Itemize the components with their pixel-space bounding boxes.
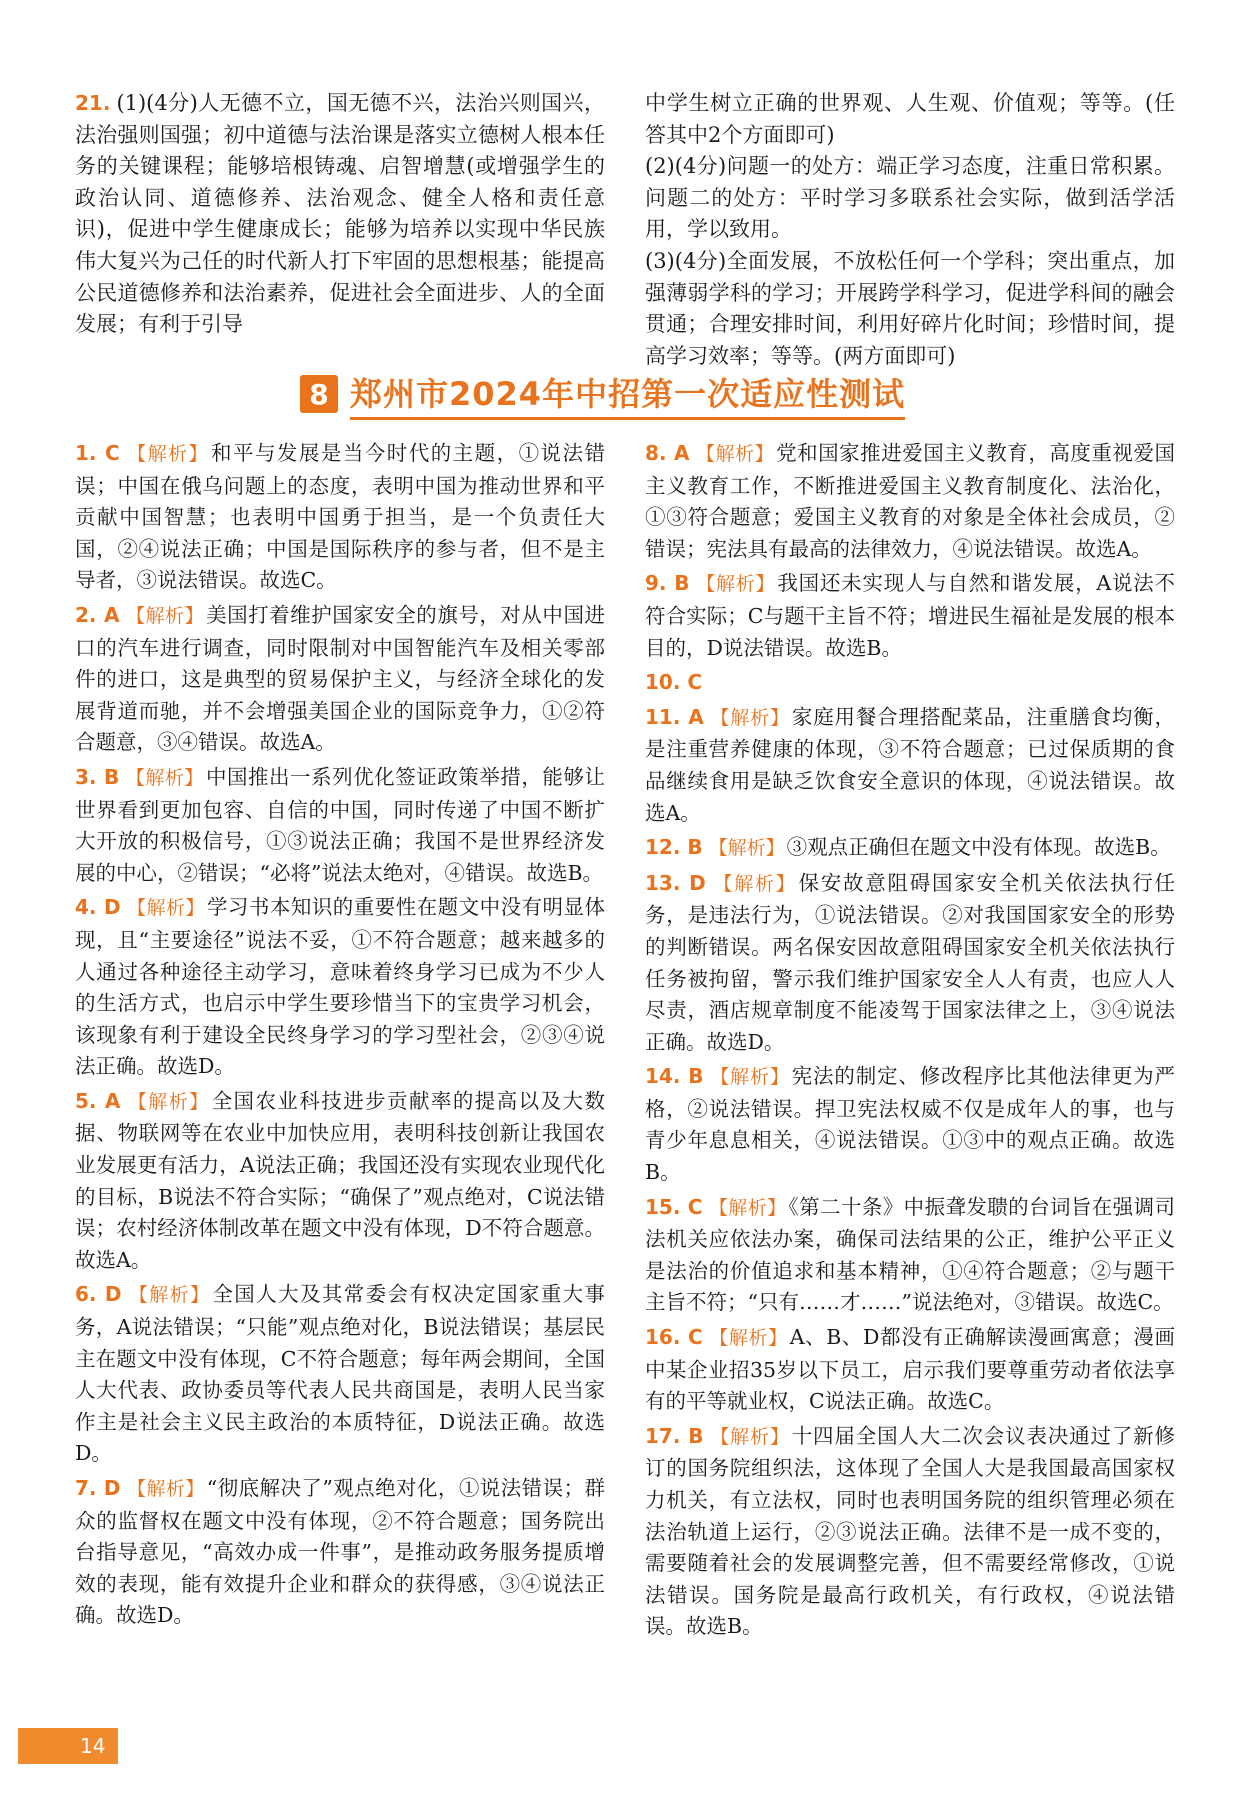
- analysis-tag: 【解析】: [709, 1066, 790, 1089]
- answer-text: 《第二十条》中振聋发聩的台词旨在强调司法机关应依法办案，确保司法结果的公正，维护公平正义是法治的价值追求和基本精神，①④符合题意；②与题干主旨不符；“只有……才……”说法绝对，③错误。故选C。: [645, 1194, 1175, 1315]
- analysis-tag: 【解析】: [708, 1196, 787, 1219]
- analysis-tag: 【解析】: [709, 1425, 790, 1448]
- answer-text: 全国人大及其常委会有权决定国家重大事务，A说法错误；“只能”观点绝对化，B说法错误；基层民主在题文中没有体现，C不符合题意；每年两会期间，全国人大代表、政协委员等代表人民共商国是，表明人民当家作主是社会主义民主政治的本质特征，D说法正确。故选D。: [75, 1282, 605, 1466]
- answer-item: [645, 1192, 1175, 1319]
- analysis-tag: 【解析】: [126, 897, 205, 920]
- answer-item: [645, 1061, 1175, 1188]
- q21-number: 21.: [75, 91, 111, 115]
- answer-text: 中国推出一系列优化签证政策举措，能够让世界看到更加包容、自信的中国，同时传递了中国不断扩大开放的积极信号，①③说法正确；我国不是世界经济发展的中心，②错误；“必将”说法太绝对，④错误。故选B。: [75, 764, 605, 885]
- q21-paragraph: [75, 88, 605, 341]
- answer-number: 13. D: [645, 870, 706, 895]
- answer-number: 12. B: [645, 835, 703, 860]
- analysis-tag: 【解析】: [708, 1327, 788, 1350]
- analysis-tag: 【解析】: [695, 573, 776, 596]
- analysis-tag: 【解析】: [695, 443, 775, 465]
- section-badge: 8: [300, 375, 338, 413]
- answer-number: 3. B: [75, 764, 120, 789]
- answer-number: 16. C: [645, 1325, 703, 1350]
- q21-right-line-1: 中学生树立正确的世界观、人生观、价值观；等等。(任答其中2个方面即可): [645, 91, 1175, 147]
- answer-text: 美国打着维护国家安全的旗号，对从中国进口的汽车进行调查，同时限制对中国智能汽车及相关零部件的进口，这是典型的贸易保护主义，与经济全球化的发展背道而驰，并不会增强美国企业的国际竞争力，①②符合题意，③④错误。故选A。: [75, 602, 605, 755]
- q21-right-line-2: (2)(4分)问题一的处方：端正学习态度，注重日常积累。问题二的处方：平时学习多联系社会实际，做到活学活用，学以致用。: [645, 154, 1175, 242]
- answer-text: 党和国家推进爱国主义教育，高度重视爱国主义教育工作，不断推进爱国主义教育制度化、法治化，①③符合题意；爱国主义教育的对象是全体社会成员，②错误；宪法具有最高的法律效力，④说法错误。故选A。: [645, 441, 1175, 561]
- answer-item: [75, 892, 605, 1083]
- answer-item: [645, 667, 1175, 699]
- answer-text: 十四届全国人大二次会议表决通过了新修订的国务院组织法，这体现了全国人大是我国最高国家权力机关，有立法权，同时也表明国务院的组织管理必须在法治轨道上运行，②③说法正确。法律不是一成不变的，需要随着社会的发展调整完善，但不需要经常修改，①说法错误。国务院是最高行政机关，有行政权，④说法错误。故选B。: [645, 1423, 1175, 1639]
- q21-left-column: [75, 88, 605, 341]
- answer-number: 10. C: [645, 670, 703, 695]
- analysis-tag: 【解析】: [125, 766, 204, 789]
- answer-text: 我国还未实现人与自然和谐发展，A说法不符合实际；C与题干主旨不符；增进民生福祉是发展的根本目的，D说法错误。故选B。: [645, 571, 1175, 660]
- section-title: 郑州市2024年中招第一次适应性测试: [350, 369, 905, 420]
- answer-item: [645, 438, 1175, 565]
- answer-number: 7. D: [75, 1476, 121, 1500]
- answer-item: [75, 762, 605, 889]
- answer-item: [75, 600, 605, 759]
- answer-item: [75, 1279, 605, 1470]
- analysis-tag: 【解析】: [126, 1090, 210, 1113]
- analysis-tag: 【解析】: [711, 872, 797, 895]
- answer-number: 4. D: [75, 895, 121, 920]
- answer-number: 17. B: [645, 1423, 704, 1448]
- answer-item: [75, 438, 605, 597]
- q21-right-column: [645, 88, 1175, 372]
- answer-number: 9. B: [645, 571, 690, 596]
- answer-item: [645, 1421, 1175, 1643]
- analysis-tag: 【解析】: [708, 837, 785, 860]
- answer-number: 6. D: [75, 1282, 122, 1307]
- answer-text: 家庭用餐合理搭配菜品，注重膳食均衡，是注重营养健康的体现，③不符合题意；已过保质期的食品继续食用是缺乏饮食安全意识的体现，④说法错误。故选A。: [645, 704, 1175, 825]
- answer-text: “彻底解决了”观点绝对化，①说法错误；群众的监督权在题文中没有体现，②不符合题意；国务院出台指导意见，“高效办成一件事”，是推动政务服务提质增效的表现，能有效提升企业和群众的获得感，③④说法正确。故选D。: [75, 1476, 605, 1628]
- answer-number: 1. C: [75, 441, 120, 465]
- answer-item: [645, 868, 1175, 1059]
- answer-text: ③观点正确但在题文中没有体现。故选B。: [786, 835, 1171, 860]
- analysis-tag: 【解析】: [127, 1284, 211, 1307]
- analysis-tag: 【解析】: [709, 706, 790, 729]
- analysis-tag: 【解析】: [126, 1478, 205, 1500]
- answer-item: [75, 1086, 605, 1277]
- answer-item: [75, 1473, 605, 1632]
- answer-number: 8. A: [645, 441, 690, 465]
- q21-right-line-3: (3)(4分)全面发展，不放松任何一个学科；突出重点，加强薄弱学科的学习；开展跨学科学习，促进学科间的融会贯通；合理安排时间，利用好碎片化时间；珍惜时间，提高学习效率；等等。(两方面即可): [645, 248, 1175, 368]
- answer-text: 学习书本知识的重要性在题文中没有明显体现，且“主要途径”说法不妥，①不符合题意；越来越多的人通过各种途径主动学习，意味着终身学习已成为不少人的生活方式，也启示中学生要珍惜当下的宝贵学习机会，该现象有利于建设全民终身学习的学习型社会，②③④说法正确。故选D。: [75, 895, 606, 1079]
- answer-text: 宪法的制定、修改程序比其他法律更为严格，②说法错误。捍卫宪法权威不仅是成年人的事，也与青少年息息相关，④说法错误。①③中的观点正确。故选B。: [645, 1064, 1175, 1185]
- answer-text: 保安故意阻碍国家安全机关依法执行任务，是违法行为，①说法错误。②对我国国家安全的形势的判断错误。两名保安因故意阻碍国家安全机关依法执行任务被拘留，警示我们维护国家安全人人有责，也应人人尽责，酒店规章制度不能凌驾于国家法律之上，③④说法正确。故选D。: [645, 870, 1175, 1054]
- answer-number: 14. B: [645, 1064, 704, 1089]
- answer-number: 11. A: [645, 704, 704, 729]
- answers-right-column: [645, 438, 1175, 1646]
- answer-number: 5. A: [75, 1088, 121, 1113]
- answers-left-column: [75, 438, 605, 1635]
- answer-item: [645, 568, 1175, 664]
- section-banner: [300, 372, 960, 416]
- page-number: 14: [18, 1728, 118, 1764]
- answer-item: [645, 1322, 1175, 1418]
- answer-text: A、B、D都没有正确解读漫画寓意；漫画中某企业招35岁以下员工，启示我们要尊重劳动者依法享有的平等就业权，C说法正确。故选C。: [645, 1325, 1175, 1414]
- answer-item: [645, 702, 1175, 829]
- answer-item: [645, 832, 1175, 865]
- analysis-tag: 【解析】: [125, 604, 205, 627]
- answer-text: 全国农业科技进步贡献率的提高以及大数据、物联网等在农业中加快应用，表明科技创新让我国农业发展更有活力，A说法正确；我国还没有实现农业现代化的目标，B说法不符合实际；“确保了”观点绝对，C说法错误；农村经济体制改革在题文中没有体现，D不符合题意。故选A。: [75, 1088, 605, 1272]
- answer-text: 和平与发展是当今时代的主题，①说法错误；中国在俄乌问题上的态度，表明中国为推动世界和平贡献中国智慧；也表明中国勇于担当，是一个负责任大国，②④说法正确；中国是国际秩序的参与者，但不是主导者，③说法错误。故选C。: [75, 441, 606, 593]
- answer-number: 15. C: [645, 1194, 703, 1219]
- answer-number: 2. A: [75, 602, 120, 627]
- analysis-tag: 【解析】: [125, 443, 209, 465]
- q21-left-text: (1)(4分)人无德不立，国无德不兴，法治兴则国兴，法治强则国强；初中道德与法治课是落实立德树人根本任务的关键课程；能够培根铸魂、启智增慧(或增强学生的政治认同、道德修养、法治观念、健全人格和责任意识)，促进中学生健康成长；能够为培养以实现中华民族伟大复兴为己任的时代新人打下牢固的思想根基；能提高公民道德修养和法治素养，促进社会全面进步、人的全面发展；有利于引导: [75, 91, 605, 337]
